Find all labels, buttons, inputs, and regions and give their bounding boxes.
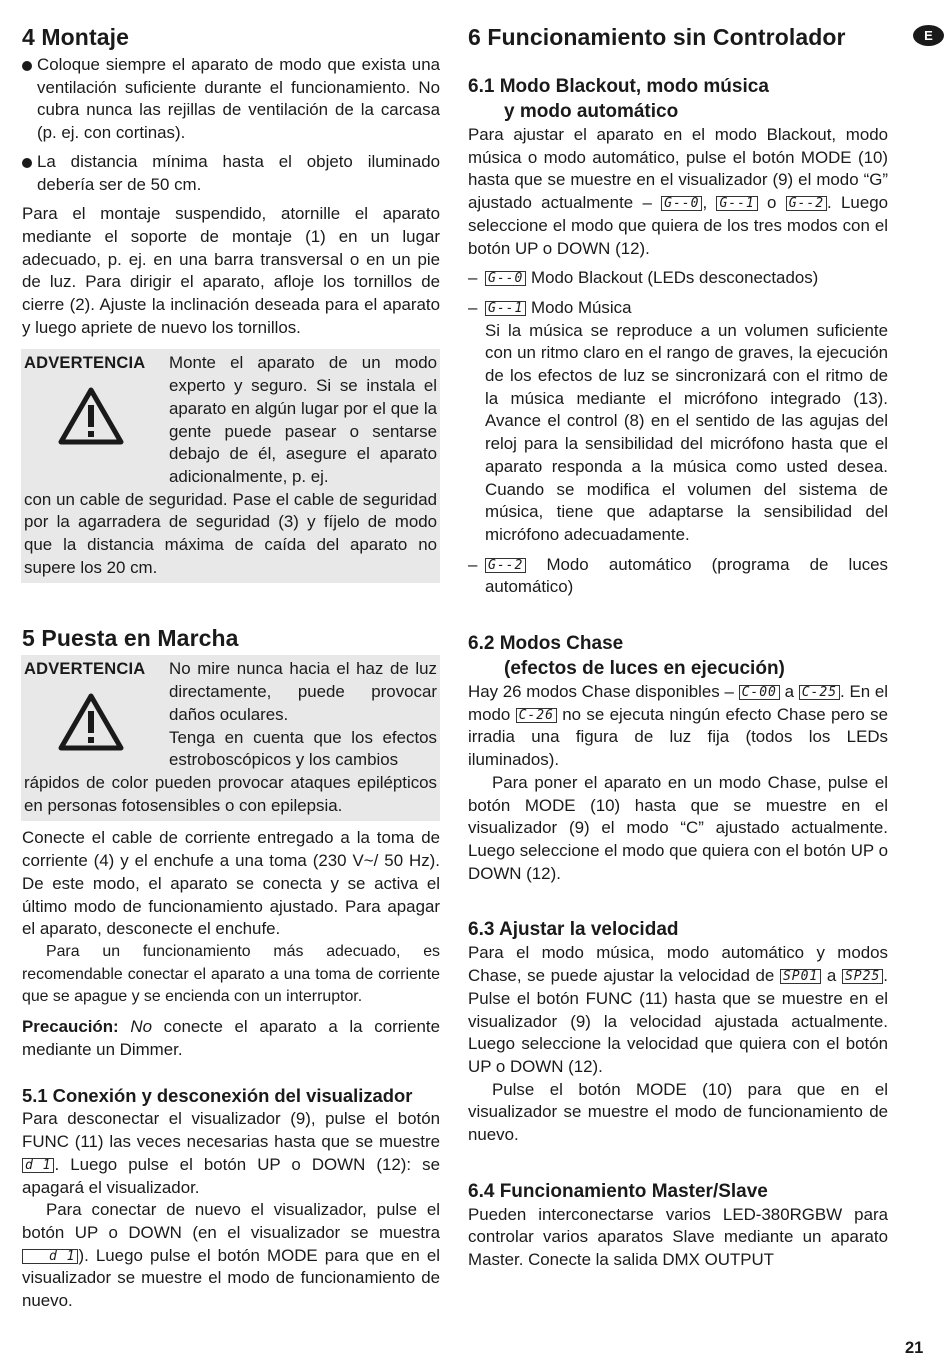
warning-text-epilepsy: Tenga en cuenta que los efectos estroboscópicos y los cambios xyxy=(169,727,437,770)
warning-text: No mire nunca hacia el haz de luz directamente, puede provocar daños oculares. xyxy=(169,659,437,724)
text-run: . En el modo xyxy=(468,682,888,724)
lcd-display-c00: C-00 xyxy=(739,685,780,700)
page-number: 21 xyxy=(905,1339,924,1357)
lcd-display-sp25: SP25 xyxy=(842,969,883,984)
warning-label: ADVERTENCIA xyxy=(24,354,146,373)
text-run: . Luego seleccione el modo que quiera de los tres modos con el botón UP o DOWN (12). xyxy=(468,193,888,258)
speed-paragraph xyxy=(468,942,888,1078)
display-on-paragraph xyxy=(22,1199,440,1313)
lcd-display-g2: G--2 xyxy=(485,558,526,573)
text-run: a xyxy=(779,682,799,702)
speed-mode-paragraph: Pulse el botón MODE (10) para que en el visualizador se muestre el modo de funcionamiento de nuevo. xyxy=(468,1079,888,1145)
section-4-title: 4 Montaje xyxy=(22,24,129,50)
section-6-1-title xyxy=(468,74,888,124)
text-run: a xyxy=(821,966,842,986)
item-text: Modo automático (programa de luces automático) xyxy=(485,554,888,597)
text-run: o xyxy=(757,193,786,213)
lcd-display-sp01: SP01 xyxy=(780,969,821,984)
lcd-display-d1: d 1 xyxy=(22,1158,54,1173)
title-line-1: 6.2 Modos Chase xyxy=(468,633,624,655)
text-run: . Luego pulse el botón UP o DOWN (12): se apagará el visualizador. xyxy=(22,1154,440,1197)
text-run: Para el modo música, modo automático y modos Chase, se puede ajustar la velocidad de xyxy=(468,943,888,986)
warning-text: Monte el aparato de un modo experto y seguro. Si se instala el aparato en algún lugar por el que la gente puede pasear o sentarse debajo de él, asegure el aparato adicionalmente, p. ej. xyxy=(169,353,437,486)
text-run: Para ajustar el aparato en el modo Blackout, modo música o modo automático, pulse el botón MODE (10) hasta que se muestre en el visualizador (9) el modo “G” ajustado actualmente – xyxy=(468,125,888,213)
chase-paragraph xyxy=(468,681,888,772)
lcd-display-c26: C-26 xyxy=(516,708,557,723)
warning-triangle-icon xyxy=(58,387,124,445)
item-title: Modo Música xyxy=(531,297,632,317)
text-run: , xyxy=(702,193,717,213)
text-run: . Pulse el botón FUNC (11) hasta que se muestre en el visualizador (9) la velocidad ajustada actualmente. Luego seleccione la velocidad que quiera con el botón UP o DOWN (12). xyxy=(468,966,888,1076)
lcd-display-c25: C-25 xyxy=(799,685,840,700)
bullet-distance: La distancia mínima hasta el objeto iluminado debería ser de 50 cm. xyxy=(22,151,440,196)
section-6-3-title: 6.3 Ajustar la velocidad xyxy=(468,919,679,941)
bullet-ventilation: Coloque siempre el aparato de modo que exista una ventilación suficiente durante el funcionamiento. No cubra nunca las rejillas de ventilación de la carcasa (p. ej. con cortinas). xyxy=(22,54,440,145)
caution-paragraph xyxy=(22,1016,440,1061)
item-text: Si la música se reproduce a un volumen suficiente con un ritmo claro en el rango de graves, la ejecución de los efectos de luz se sincronizará con el ritmo de la música mediante el micrófono integrado (13). Avance el control (8) en el sentido de las agujas del reloj para la sensibilidad del micrófono hasta que el aparato responda a la música como usted desea. Cuando se modifica el volumen del sistema de música, tiene que adaptarse la sensibilidad del micrófono adecuadamente. xyxy=(485,320,888,544)
warning-triangle-icon xyxy=(58,693,124,751)
section-6-4-title: 6.4 Funcionamiento Master/Slave xyxy=(468,1180,768,1202)
dash: – xyxy=(468,297,478,317)
right-column xyxy=(468,22,888,1272)
mode-item-music xyxy=(468,297,888,547)
title-line-1: 6.1 Modo Blackout, modo música xyxy=(468,76,769,97)
section-6-2-title xyxy=(468,631,888,681)
lcd-display-g0: G--0 xyxy=(661,196,702,211)
display-off-paragraph xyxy=(22,1108,440,1199)
text-run: Para conectar de nuevo el visualizador, pulse el botón UP o DOWN (en el visualizador se muestra xyxy=(22,1200,440,1242)
modes-paragraph xyxy=(468,124,888,260)
master-slave-paragraph: Pueden interconectarse varios LED-380RGBW para controlar varios aparatos Slave mediante un aparato Master. Conecte la salida DMX OUTPUT xyxy=(468,1204,888,1270)
caution-no: No xyxy=(130,1017,152,1037)
chase-mode-paragraph: Para poner el aparato en un modo Chase, pulse el botón MODE (10) hasta que se muestre en el visualizador (9) el modo “C” ajustado actualmente. Luego seleccione el modo que quiera con el botón UP o DOWN (12). xyxy=(468,772,888,883)
lcd-display-g2: G--2 xyxy=(786,196,827,211)
title-line-2: y modo automático xyxy=(504,101,679,122)
warning-box-mounting xyxy=(21,349,440,583)
dash: – xyxy=(468,268,478,288)
caution-rest: conecte el aparato a la corriente mediante un Dimmer. xyxy=(22,1017,440,1059)
lcd-display-g1: G--1 xyxy=(716,196,757,211)
dash: – xyxy=(468,554,478,574)
warning-text-continued: con un cable de seguridad. Pase el cable de seguridad por la agarradera de seguridad (3) y fíjelo de modo que la distancia máxima de caída del aparato no supere los 20 cm. xyxy=(24,489,437,577)
warning-box-startup xyxy=(21,655,440,821)
warning-text-continued: rápidos de color pueden provocar ataques epilépticos en personas fotosensibles o con epilepsia. xyxy=(24,772,437,815)
text-run: no se ejecuta ningún efecto Chase pero se irradia una figura de luz fija (todos los LEDs iluminados). xyxy=(468,704,888,770)
title-line-2: (efectos de luces en ejecución) xyxy=(504,658,785,680)
lcd-display-g1: G--1 xyxy=(485,301,526,316)
text-run: Para desconectar el visualizador (9), pulse el botón FUNC (11) las veces necesarias hasta que se muestre xyxy=(22,1109,440,1152)
section-5-title: 5 Puesta en Marcha xyxy=(22,625,239,652)
mounting-paragraph: Para el montaje suspendido, atornille el aparato mediante el soporte de montaje (1) en un lugar adecuado, p. ej. en una barra transversal o en un pie de luz. Para dirigir el aparato, afloje los tornillos de cierre (2). Ajuste la inclinación deseada para el aparato y luego apriete de nuevo los tornillos. xyxy=(22,204,440,337)
power-paragraph: Conecte el cable de corriente entregado a la toma de corriente (4) y el enchufe a una toma (230 V~/ 50 Hz). De este modo, el aparato se conecta y se activa el último modo de funcionamiento ajustado. Para apagar el aparato, desconecte el enchufe. xyxy=(22,828,440,939)
mode-item-auto xyxy=(468,554,888,599)
text-run: Hay 26 modos Chase disponibles – xyxy=(468,682,739,702)
lcd-display-g0: G--0 xyxy=(485,271,526,286)
switch-paragraph: Para un funcionamiento más adecuado, es recomendable conectar el aparato a una toma de corriente que se apague y se encienda con un interruptor. xyxy=(22,942,440,1006)
section-5-1-title: 5.1 Conexión y desconexión del visualizador xyxy=(22,1085,413,1107)
warning-label: ADVERTENCIA xyxy=(24,660,146,679)
caution-label: Precaución: xyxy=(22,1017,119,1037)
item-text: Modo Blackout (LEDs desconectados) xyxy=(531,268,819,288)
language-badge: E xyxy=(913,25,944,46)
mode-item-blackout xyxy=(468,267,888,290)
text-run: ). Luego pulse el botón MODE para que en el visualizador se muestre el modo de funcionamiento de nuevo. xyxy=(22,1245,440,1311)
lcd-display-d1: d 1 xyxy=(22,1249,78,1264)
left-column xyxy=(22,22,440,1313)
section-6-title: 6 Funcionamiento sin Controlador xyxy=(468,24,846,50)
